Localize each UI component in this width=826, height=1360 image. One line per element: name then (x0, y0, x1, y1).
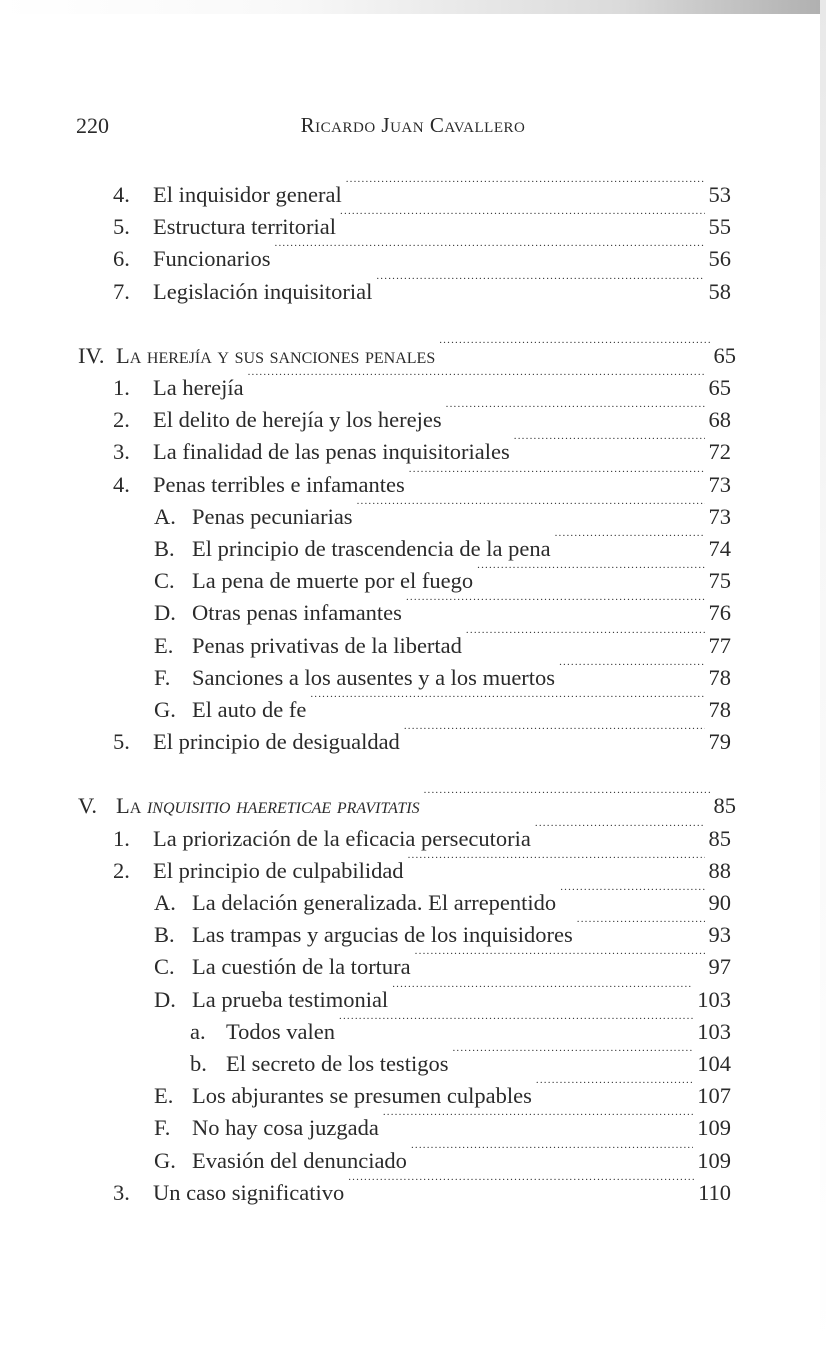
toc-entry-page: 85 (713, 793, 736, 818)
toc-entry-page: 65 (713, 343, 736, 368)
toc-entry (154, 526, 731, 561)
toc-entry-title: Penas privativas de la libertad (192, 633, 462, 658)
toc-entry (154, 558, 731, 593)
toc-leader-dots (340, 204, 704, 234)
toc-entry-page: 77 (708, 633, 731, 658)
toc-entry-page: 65 (708, 375, 731, 400)
toc-entry-title: Penas pecuniarias (192, 504, 353, 529)
toc-leader-dots (535, 816, 705, 846)
toc-entry-page: 79 (708, 729, 731, 754)
toc-leader-dots (275, 236, 705, 266)
toc-entry-title: El principio de desigualdad (153, 729, 400, 754)
toc-entry-number: 2. (113, 407, 130, 432)
toc-entry-title: La inquisitio haereticae pravitatis (116, 793, 420, 818)
toc-entry-number: D. (154, 987, 176, 1012)
toc-leader-dots (383, 1105, 693, 1135)
toc-entry (154, 912, 731, 947)
toc-entry (154, 880, 731, 915)
toc-entry-title: El secreto de los testigos (226, 1051, 449, 1076)
toc-entry (154, 623, 731, 658)
toc-leader-dots (406, 590, 705, 620)
toc-entry-page: 103 (697, 1019, 731, 1044)
toc-entry-number: 2. (113, 858, 130, 883)
toc-entry-number: B. (154, 536, 175, 561)
toc-entry-title: La prueba testimonial (192, 987, 389, 1012)
toc-leader-dots (577, 912, 705, 942)
toc-entry-page: 88 (708, 858, 731, 883)
toc-entry-title: No hay cosa juzgada (192, 1115, 379, 1140)
toc-entry (113, 236, 731, 271)
toc-leader-dots (348, 1170, 694, 1200)
toc-entry-title: El auto de fe (192, 697, 307, 722)
toc-entry (113, 429, 731, 464)
toc-leader-dots (346, 172, 705, 202)
toc-entry-number: 4. (113, 182, 130, 207)
toc-entry-title: Sanciones a los ausentes y a los muertos (192, 665, 556, 690)
toc-entry-title: Estructura territorial (153, 214, 337, 239)
toc-leader-dots (560, 880, 704, 910)
author-name: Ricardo Juan Cavallero (300, 113, 526, 137)
toc-entry-page: 56 (708, 246, 731, 271)
toc-leader-dots (357, 494, 705, 524)
scan-shadow (0, 0, 826, 14)
toc-entry (113, 365, 731, 400)
toc-entry-page: 97 (708, 954, 731, 979)
toc-entry-number: G. (154, 697, 176, 722)
toc-entry-page: 73 (708, 504, 731, 529)
toc-entry-number: C. (154, 954, 175, 979)
toc-entry-title: Legislación inquisitorial (153, 279, 373, 304)
toc-entry (113, 719, 731, 754)
toc-leader-dots (408, 848, 705, 878)
toc-entry-number: 3. (113, 1180, 130, 1205)
toc-entry-title: Las trampas y argucias de los inquisidores (192, 922, 573, 947)
toc-leader-dots (404, 719, 705, 749)
toc-entry (154, 1138, 731, 1173)
toc-entry (113, 397, 731, 432)
toc-entry (154, 590, 731, 625)
toc-leader-dots (466, 623, 705, 653)
toc-entry-number: 6. (113, 246, 130, 271)
toc-entry-number: 1. (113, 826, 130, 851)
toc-entry-title: Evasión del denunciado (192, 1148, 407, 1173)
running-head (0, 113, 826, 143)
toc-entry (113, 204, 731, 239)
toc-entry-page: 74 (708, 536, 731, 561)
toc-entry-page: 103 (697, 987, 731, 1012)
toc-entry-number: A. (154, 890, 176, 915)
toc-leader-dots (514, 429, 705, 459)
toc-entry-page: 68 (708, 407, 731, 432)
toc-entry (113, 816, 731, 851)
toc-entry-number: V. (78, 793, 97, 818)
toc-entry-title: Un caso significativo (153, 1180, 345, 1205)
scan-edge (820, 0, 826, 1360)
toc-entry-number: C. (154, 568, 175, 593)
toc-entry-number: E. (154, 633, 174, 658)
toc-entry-title: La pena de muerte por el fuego (192, 568, 474, 593)
page-number: 220 (76, 113, 109, 138)
toc-leader-dots (446, 397, 705, 427)
toc-entry (113, 172, 731, 207)
toc-entry-number: 3. (113, 439, 130, 464)
toc-entry-number: D. (154, 600, 176, 625)
toc-entry (154, 494, 731, 529)
toc-leader-dots (376, 269, 704, 299)
toc-entry-page: 76 (708, 600, 731, 625)
toc-entry-title: Funcionarios (153, 246, 271, 271)
toc-entry-page: 109 (697, 1148, 731, 1173)
toc-leader-dots (339, 1009, 693, 1039)
toc-leader-dots (424, 783, 710, 813)
toc-entry (154, 687, 731, 722)
toc-leader-dots (310, 687, 704, 717)
toc-entry-number: 1. (113, 375, 130, 400)
toc-entry-title: El principio de trascendencia de la pena (192, 536, 551, 561)
toc-entry-number: A. (154, 504, 176, 529)
toc-entry-number: 5. (113, 214, 130, 239)
toc-entry (154, 977, 731, 1012)
toc-entry-number: E. (154, 1083, 174, 1108)
toc-entry-title: La cuestión de la tortura (192, 954, 411, 979)
toc-entry-number: a. (190, 1019, 206, 1044)
running-head-author (0, 113, 826, 138)
toc-leader-dots (536, 1073, 693, 1103)
toc-leader-dots (555, 526, 705, 556)
toc-entry-title: Penas terribles e infamantes (153, 472, 405, 497)
toc-leader-dots (559, 655, 704, 685)
toc-entry-page: 58 (708, 279, 731, 304)
toc-entry (113, 848, 731, 883)
toc-entry-title: Todos valen (226, 1019, 336, 1044)
toc-leader-dots (411, 1138, 693, 1168)
toc-entry-page: 90 (708, 890, 731, 915)
toc-entry-title: La herejía y sus sanciones penales (116, 343, 436, 368)
toc-entry (154, 944, 731, 979)
toc-entry (154, 1073, 731, 1108)
toc-leader-dots (452, 1041, 693, 1071)
toc-entry-page: 104 (697, 1051, 731, 1076)
toc-entry-number: 7. (113, 279, 130, 304)
toc-entry-page: 93 (708, 922, 731, 947)
toc-entry-title: La delación generalizada. El arrepentido (192, 890, 557, 915)
toc-entry-page: 85 (708, 826, 731, 851)
toc-entry-page: 55 (708, 214, 731, 239)
toc-entry-number: G. (154, 1148, 176, 1173)
toc-entry (113, 462, 731, 497)
toc-entry-page: 107 (697, 1083, 731, 1108)
toc-entry-number: F. (154, 665, 171, 690)
toc-leader-dots (439, 333, 709, 363)
toc-entry-title: La herejía (153, 375, 244, 400)
toc-entry-title: La priorización de la eficacia persecutoria (153, 826, 531, 851)
toc-entry (190, 1041, 731, 1076)
toc-entry (190, 1009, 731, 1044)
toc-entry-title: Otras penas infamantes (192, 600, 402, 625)
toc-entry-page: 73 (708, 472, 731, 497)
toc-leader-dots (415, 944, 705, 974)
toc-entry-title: La finalidad de las penas inquisitoriales (153, 439, 510, 464)
toc-leader-dots (409, 462, 705, 492)
toc-entry-number: IV. (78, 343, 105, 368)
toc-entry-title: El inquisidor general (153, 182, 342, 207)
toc-entry-number: B. (154, 922, 175, 947)
toc-entry-title: El delito de herejía y los herejes (153, 407, 442, 432)
toc-leader-dots (477, 558, 704, 588)
toc-entry (78, 783, 736, 818)
toc-entry-title: Los abjurantes se presumen culpables (192, 1083, 532, 1108)
toc-entry-number: 4. (113, 472, 130, 497)
toc-entry (154, 1105, 731, 1140)
toc-entry (78, 333, 736, 368)
toc-entry-page: 72 (708, 439, 731, 464)
toc-entry-page: 78 (708, 665, 731, 690)
toc-entry (113, 269, 731, 304)
toc-leader-dots (392, 977, 693, 1007)
toc-entry-page: 53 (708, 182, 731, 207)
toc-entry-page: 110 (698, 1180, 731, 1205)
toc-entry (113, 1170, 731, 1205)
toc-entry-number: 5. (113, 729, 130, 754)
toc-entry-page: 75 (708, 568, 731, 593)
toc-entry-page: 78 (708, 697, 731, 722)
toc-entry-page: 109 (697, 1115, 731, 1140)
toc-entry-title: El principio de culpabilidad (153, 858, 404, 883)
toc-entry (154, 655, 731, 690)
toc-leader-dots (248, 365, 705, 395)
toc-entry-number: b. (190, 1051, 207, 1076)
toc-entry-number: F. (154, 1115, 171, 1140)
